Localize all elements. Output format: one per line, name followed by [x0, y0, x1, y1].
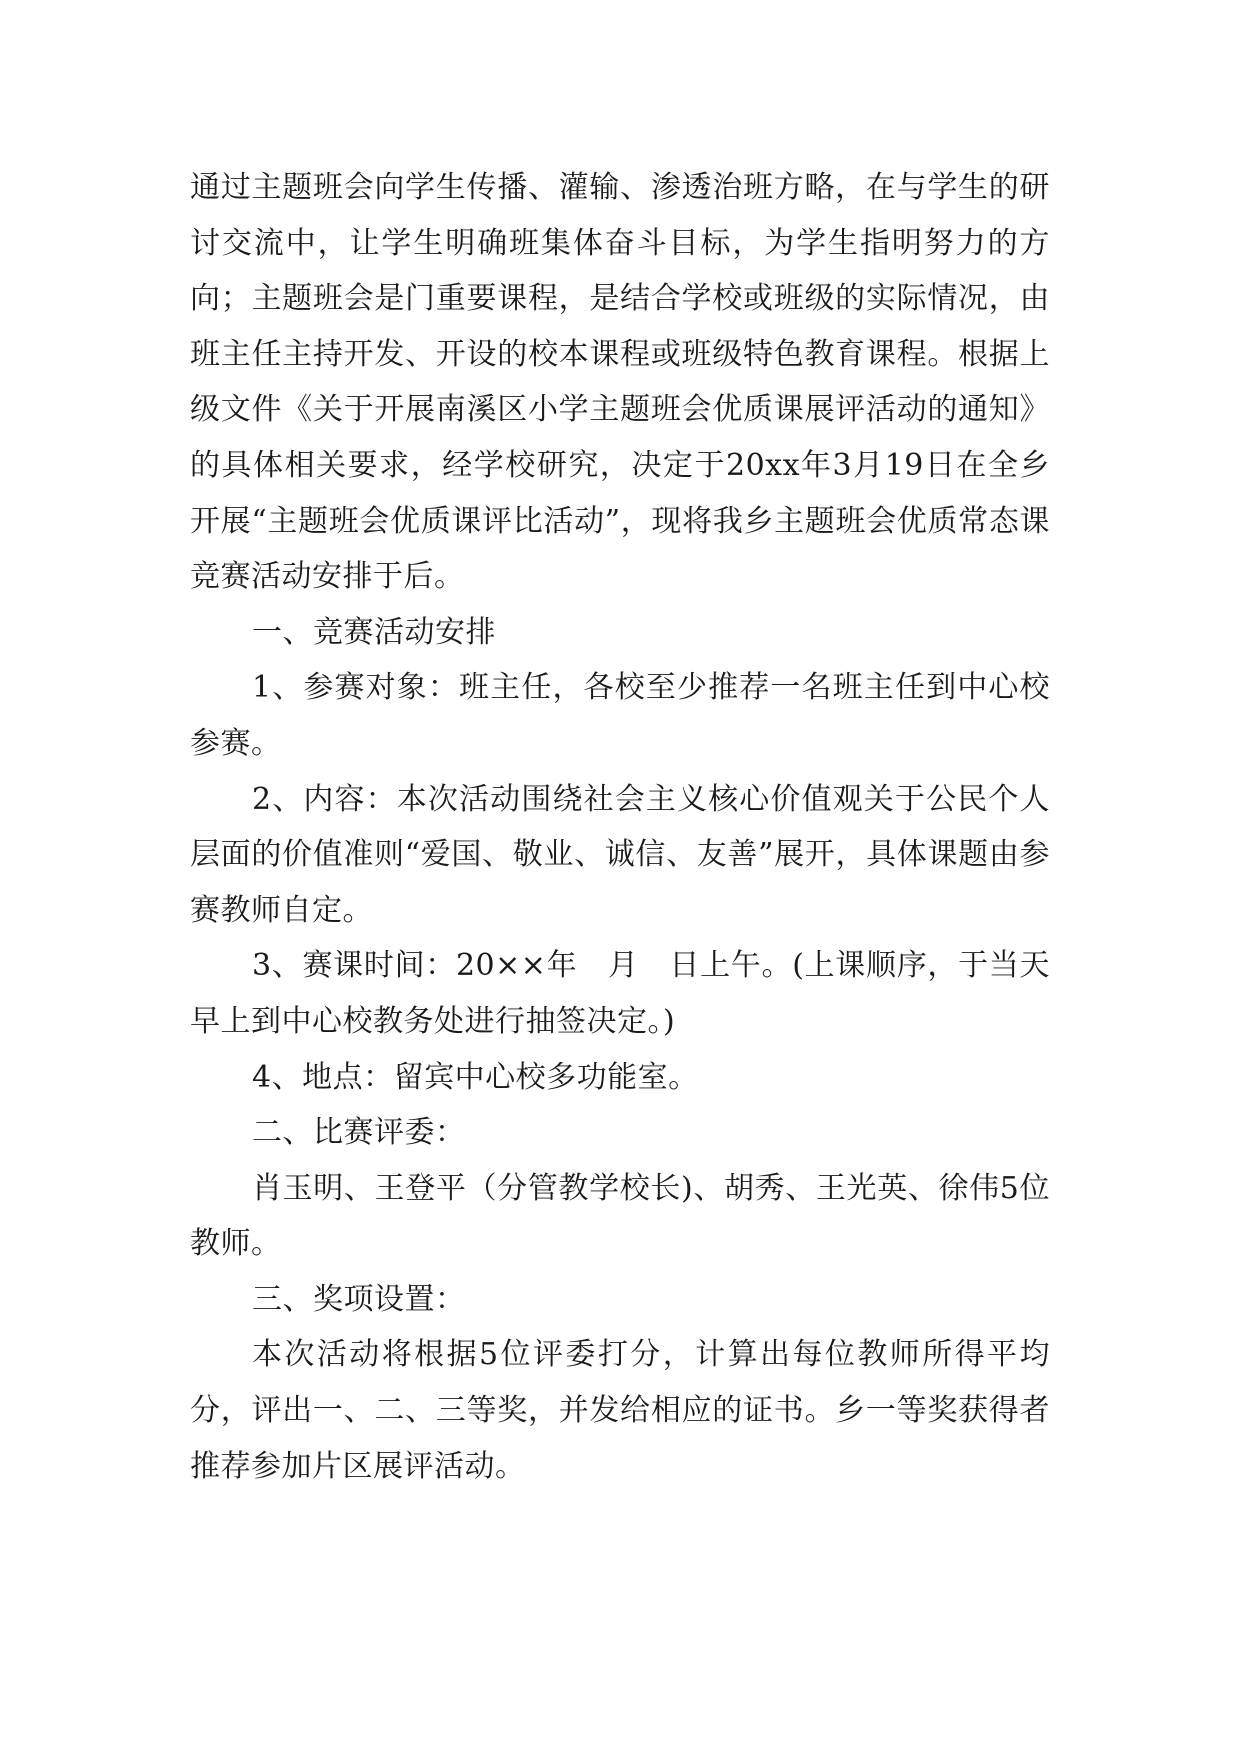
paragraph-judges: 肖玉明、王登平（分管教学校长)、胡秀、王光英、徐伟5位教师。 [190, 1170, 1050, 1262]
list-item-content: 2、内容：本次活动围绕社会主义核心价值观关于公民个人层面的价值准则“爱国、敬业、诚信、友善”展开，具体课题由参赛教师自定。 [190, 781, 1050, 928]
document-body [190, 160, 1050, 1494]
list-item-participants: 1、参赛对象：班主任，各校至少推荐一名班主任到中心校参赛。 [190, 670, 1050, 761]
section-heading-judges: 二、比赛评委： [252, 1115, 466, 1151]
paragraph-intro: 通过主题班会向学生传播、灌输、渗透治班方略，在与学生的研讨交流中，让学生明确班集体奋斗目标，为学生指明努力的方向；主题班会是门重要课程，是结合学校或班级的实际情况，由班主任主持开发、开设的校本课程或班级特色教育课程。根据上级文件《关于开展南溪区小学主题班会优质课展评活动的通知》的具体相关要求，经学校研究，决定于20xx年3月19日在全乡开展“主题班会优质课评比活动”，现将我乡主题班会优质常态课竞赛活动安排于后。 [190, 170, 1050, 595]
paragraph-awards: 本次活动将根据5位评委打分，计算出每位教师所得平均分，评出一、二、三等奖，并发给相应的证书。乡一等奖获得者推荐参加片区展评活动。 [190, 1337, 1050, 1484]
section-heading-activity-arrangement: 一、竞赛活动安排 [252, 614, 496, 650]
list-item-location: 4、地点：留宾中心校多功能室。 [252, 1059, 699, 1095]
list-item-schedule: 3、赛课时间：20××年 月 日上午。(上课顺序，于当天早上到中心校教务处进行抽签决定。) [190, 948, 1050, 1039]
section-heading-awards: 三、奖项设置： [252, 1281, 466, 1317]
